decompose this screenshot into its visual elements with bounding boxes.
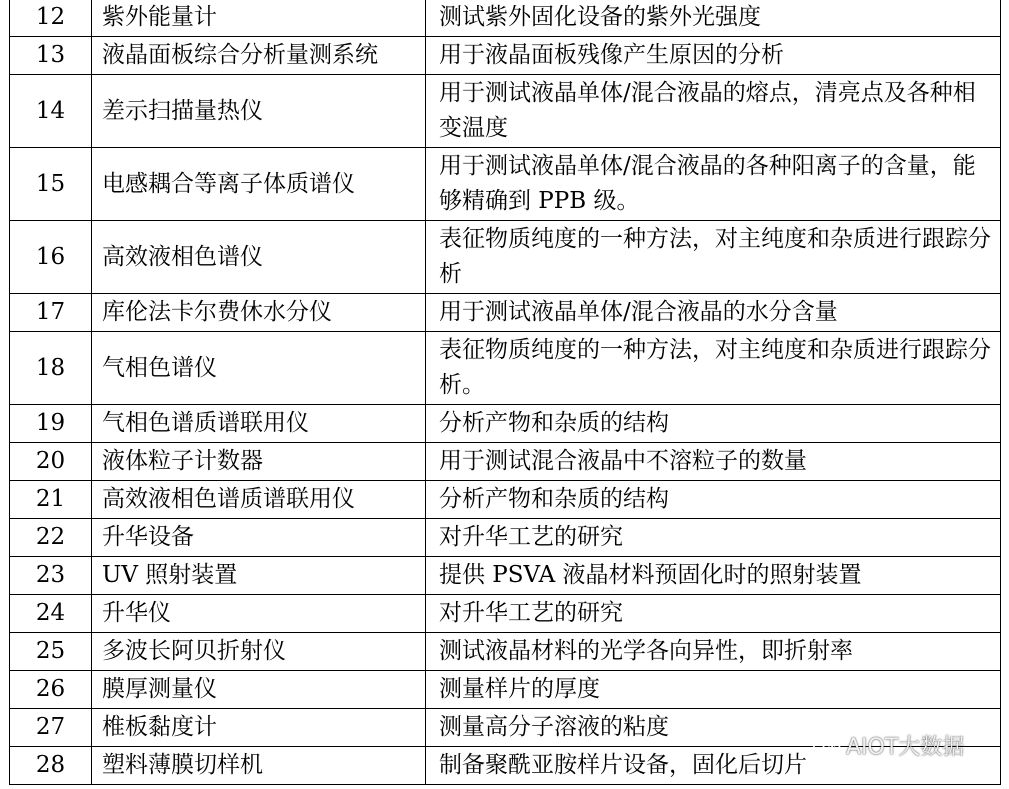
row-number: 28: [10, 747, 92, 785]
table-row: [10, 75, 1001, 148]
equipment-description: 用于液晶面板残像产生原因的分析: [426, 37, 1001, 75]
equipment-name: 库伦法卡尔费休水分仪: [92, 294, 426, 332]
row-number: 20: [10, 443, 92, 481]
row-number: 26: [10, 671, 92, 709]
equipment-name: 升华设备: [92, 519, 426, 557]
table-row: [10, 405, 1001, 443]
equipment-description: 测试液晶材料的光学各向异性，即折射率: [426, 633, 1001, 671]
table-row: [10, 747, 1001, 785]
equipment-name: 高效液相色谱仪: [92, 221, 426, 294]
equipment-name: 差示扫描量热仪: [92, 75, 426, 148]
equipment-name: 气相色谱质谱联用仪: [92, 405, 426, 443]
table-row: [10, 557, 1001, 595]
equipment-name: 椎板黏度计: [92, 709, 426, 747]
equipment-description: 表征物质纯度的一种方法，对主纯度和杂质进行跟踪分析: [426, 221, 1001, 294]
row-number: 13: [10, 37, 92, 75]
equipment-name: UV 照射装置: [92, 557, 426, 595]
row-number: 22: [10, 519, 92, 557]
table-row: [10, 633, 1001, 671]
equipment-description: 用于测试液晶单体/混合液晶的各种阳离子的含量，能够精确到 PPB 级。: [426, 148, 1001, 221]
equipment-table-container: [9, 0, 1000, 785]
equipment-name: 紫外能量计: [92, 0, 426, 37]
row-number: 27: [10, 709, 92, 747]
equipment-description: 分析产物和杂质的结构: [426, 405, 1001, 443]
equipment-description: 对升华工艺的研究: [426, 595, 1001, 633]
watermark-text: AIOT大数据: [846, 735, 965, 760]
equipment-name: 膜厚测量仪: [92, 671, 426, 709]
equipment-description: 制备聚酰亚胺样片设备，固化后切片: [426, 747, 1001, 785]
equipment-description: 提供 PSVA 液晶材料预固化时的照射装置: [426, 557, 1001, 595]
row-number: 16: [10, 221, 92, 294]
table-row: [10, 294, 1001, 332]
equipment-description: 测量高分子溶液的粘度: [426, 709, 1001, 747]
table-row: [10, 519, 1001, 557]
equipment-description: 分析产物和杂质的结构: [426, 481, 1001, 519]
equipment-table: [9, 0, 1001, 785]
table-row: [10, 595, 1001, 633]
equipment-description: 测试紫外固化设备的紫外光强度: [426, 0, 1001, 37]
equipment-name: 液晶面板综合分析量测系统: [92, 37, 426, 75]
row-number: 18: [10, 332, 92, 405]
equipment-name: 塑料薄膜切样机: [92, 747, 426, 785]
row-number: 19: [10, 405, 92, 443]
equipment-name: 气相色谱仪: [92, 332, 426, 405]
equipment-description: 用于测试液晶单体/混合液晶的水分含量: [426, 294, 1001, 332]
row-number: 17: [10, 294, 92, 332]
row-number: 25: [10, 633, 92, 671]
table-row: [10, 221, 1001, 294]
row-number: 24: [10, 595, 92, 633]
row-number: 21: [10, 481, 92, 519]
table-row: [10, 481, 1001, 519]
row-number: 23: [10, 557, 92, 595]
table-row: [10, 37, 1001, 75]
equipment-description: 测量样片的厚度: [426, 671, 1001, 709]
row-number: 12: [10, 0, 92, 37]
table-row: [10, 332, 1001, 405]
table-row: [10, 671, 1001, 709]
table-row: [10, 0, 1001, 37]
equipment-description: 表征物质纯度的一种方法，对主纯度和杂质进行跟踪分析。: [426, 332, 1001, 405]
equipment-name: 多波长阿贝折射仪: [92, 633, 426, 671]
table-row: [10, 709, 1001, 747]
equipment-name: 电感耦合等离子体质谱仪: [92, 148, 426, 221]
table-row: [10, 148, 1001, 221]
equipment-description: 用于测试液晶单体/混合液晶的熔点，清亮点及各种相变温度: [426, 75, 1001, 148]
table-row: [10, 443, 1001, 481]
row-number: 14: [10, 75, 92, 148]
equipment-name: 高效液相色谱质谱联用仪: [92, 481, 426, 519]
equipment-name: 液体粒子计数器: [92, 443, 426, 481]
equipment-name: 升华仪: [92, 595, 426, 633]
equipment-description: 对升华工艺的研究: [426, 519, 1001, 557]
equipment-description: 用于测试混合液晶中不溶粒子的数量: [426, 443, 1001, 481]
row-number: 15: [10, 148, 92, 221]
